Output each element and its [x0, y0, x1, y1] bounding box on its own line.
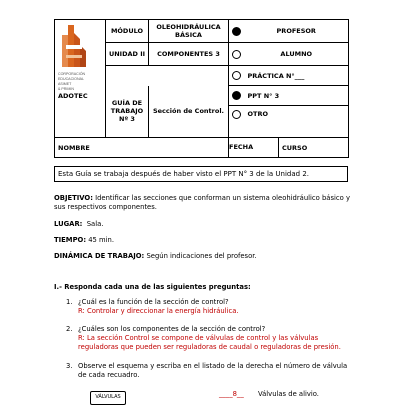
- curso-field[interactable]: CURSO: [282, 143, 308, 152]
- tiempo-text: 45 min.: [88, 236, 115, 244]
- question-number-1: 1.: [66, 298, 73, 306]
- dinamica-text: Según indicaciones del profesor.: [146, 252, 257, 260]
- nombre-field[interactable]: NOMBRE: [55, 138, 229, 158]
- dinamica-label: DINÁMICA DE TRABAJO:: [54, 252, 145, 260]
- guia-label: GUÍA DE TRABAJO Nº 3: [106, 86, 149, 138]
- dinamica-line: [54, 252, 354, 261]
- question-number-2: 2.: [66, 325, 73, 333]
- ppt-label: PPT N° 3: [245, 86, 349, 106]
- logo-text-3: ASIMET: [58, 82, 72, 86]
- question-2: ¿Cuáles son los componentes de la sección de control?: [78, 325, 266, 333]
- section-title: I.- Responda cada una de las siguientes preguntas:: [54, 283, 251, 291]
- otro-label: OTRO: [245, 106, 349, 138]
- tiempo-label: TIEMPO:: [54, 236, 87, 244]
- practica-label: PRÁCTICA N°___: [245, 66, 349, 86]
- objetivo-label: OBJETIVO:: [54, 194, 93, 202]
- radio-alumno[interactable]: [232, 50, 241, 59]
- radio-profesor[interactable]: [232, 27, 241, 36]
- objetivo-line: [54, 194, 354, 212]
- logo-text-1: CORPORACIÓN: [58, 72, 86, 76]
- alumno-label: ALUMNO: [245, 43, 349, 66]
- logo-text-4: & PRIMIN: [58, 87, 74, 91]
- fecha-field[interactable]: FECHA: [229, 138, 279, 157]
- lugar-line: [54, 220, 354, 229]
- lugar-label: LUGAR:: [54, 220, 83, 228]
- answer-1: R: Controlar y direccionar la energía hidráulica.: [78, 307, 239, 315]
- question-1: ¿Cuál es la función de la sección de control?: [78, 298, 229, 306]
- question-3: Observe el esquema y escriba en el listado de la derecha el número de válvula de cada recuadro.: [78, 362, 348, 379]
- logo-text-2: EDUCACIONAL: [58, 77, 84, 81]
- radio-practica[interactable]: [232, 71, 241, 80]
- lugar-text: Sala.: [86, 220, 104, 228]
- answer-item: Válvulas de alivio.: [258, 390, 319, 398]
- question-number-3: 3.: [66, 362, 73, 370]
- unidad-value: COMPONENTES 3: [149, 43, 229, 66]
- unidad-label: UNIDAD II: [106, 43, 149, 66]
- tiempo-line: [54, 236, 354, 245]
- valvulas-box: VÁLVULAS: [90, 391, 126, 405]
- guia-value: Sección de Control.: [149, 86, 229, 138]
- answer-blank[interactable]: ____8__: [219, 390, 244, 398]
- answer-2: R: La sección Control se compone de válvulas de control y las válvulas reguladoras que pueden ser reguladoras de caudal o reguladoras de presión.: [78, 334, 341, 351]
- radio-ppt[interactable]: [232, 91, 241, 100]
- institution-name: ADOTEC: [55, 86, 106, 106]
- modulo-label: MÓDULO: [106, 20, 149, 43]
- objetivo-text: Identificar las secciones que conforman un sistema oleohidráulico básico y sus respectivos componentes.: [54, 194, 350, 211]
- header-table: [54, 19, 349, 158]
- radio-otro[interactable]: [232, 110, 241, 119]
- note-box: Esta Guía se trabaja después de haber visto el PPT N° 3 de la Unidad 2.: [54, 166, 348, 182]
- modulo-value: OLEOHIDRÁULICA BÁSICA: [149, 20, 229, 43]
- profesor-label: PROFESOR: [245, 20, 349, 43]
